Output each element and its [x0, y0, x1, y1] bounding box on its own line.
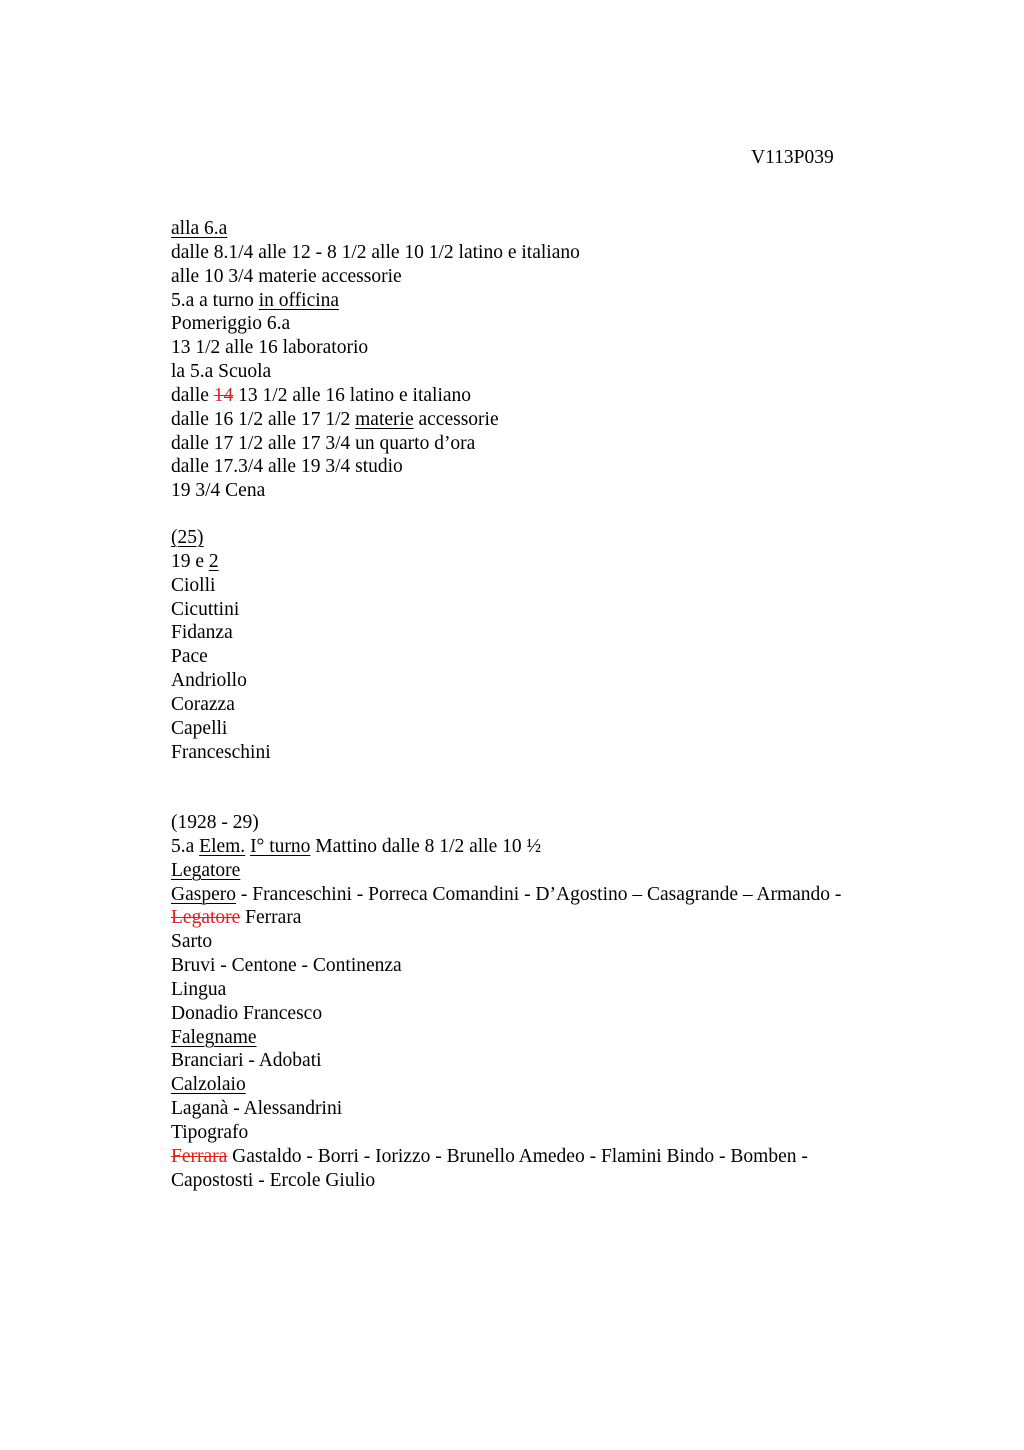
line — [171, 906, 971, 930]
line — [171, 1073, 971, 1097]
text: Gastaldo - Borri - Iorizzo - Brunello Amedeo - Flamini Bindo - Bomben - — [227, 1145, 808, 1167]
name-item: Cicuttini — [171, 598, 240, 620]
line — [171, 859, 971, 883]
line: Bruvi - Centone - Continenza — [171, 955, 402, 977]
name-item: Fidanza — [171, 622, 233, 644]
deleted-text: 14 — [213, 384, 234, 406]
name-item: Franceschini — [171, 741, 271, 763]
line: dalle 17.3/4 alle 19 3/4 studio — [171, 456, 403, 478]
text: 19 e — [171, 550, 209, 572]
line: 19 3/4 Cena — [171, 480, 266, 502]
underlined-text: 2 — [208, 550, 219, 572]
underlined-text: Elem. — [199, 835, 246, 857]
underlined-text: materie — [355, 408, 414, 430]
underlined-text: (25) — [171, 527, 204, 548]
line: la 5.a Scuola — [171, 361, 272, 383]
workshop-block — [171, 811, 971, 1193]
underlined-text: Gaspero — [171, 883, 236, 905]
line — [171, 217, 971, 241]
line — [171, 1145, 971, 1169]
line — [171, 289, 971, 313]
line: Capostosti - Ercole Giulio — [171, 1169, 376, 1191]
line — [171, 835, 971, 859]
deleted-text: Legatore — [171, 907, 241, 929]
text: dalle 16 1/2 alle 17 1/2 — [171, 408, 356, 430]
line: Pomeriggio 6.a — [171, 313, 291, 335]
line — [171, 384, 971, 408]
line: dalle 8.1/4 alle 12 - 8 1/2 alle 10 1/2 latino e italiano — [171, 241, 580, 263]
line: Donadio Francesco — [171, 1002, 323, 1024]
line — [171, 883, 971, 907]
section-heading: Sarto — [171, 931, 213, 953]
text: 5.a a turno — [171, 289, 259, 311]
text: 5.a — [171, 835, 200, 857]
underlined-text: in officina — [258, 289, 340, 311]
underlined-text: I° turno — [250, 835, 311, 857]
line — [171, 408, 971, 432]
line: Laganà - Alessandrini — [171, 1098, 343, 1120]
heading-underlined: alla 6.a — [171, 218, 228, 239]
section-heading: Lingua — [171, 978, 227, 1000]
text: 13 1/2 alle 16 latino e italiano — [233, 384, 472, 406]
section-heading: Falegname — [171, 1026, 257, 1048]
schedule-block — [171, 217, 971, 503]
line: 13 1/2 alle 16 laboratorio — [171, 337, 369, 359]
line: (1928 - 29) — [171, 812, 259, 833]
line: Branciari - Adobati — [171, 1050, 322, 1072]
name-item: Pace — [171, 646, 208, 668]
line: dalle 17 1/2 alle 17 3/4 un quarto d’ora — [171, 432, 476, 454]
page-identifier: V113P039 — [751, 147, 834, 168]
text: Ferrara — [240, 907, 302, 929]
name-item: Capelli — [171, 717, 228, 739]
name-item: Ciolli — [171, 574, 216, 596]
line: alle 10 3/4 materie accessorie — [171, 265, 402, 287]
text: accessorie — [413, 408, 499, 430]
line — [171, 550, 971, 574]
section-heading: Tipografo — [171, 1121, 249, 1143]
deleted-text: Ferrara — [171, 1145, 228, 1167]
section-heading: Calzolaio — [171, 1074, 246, 1096]
section-heading: Legatore — [171, 859, 241, 881]
name-item: Andriollo — [171, 670, 247, 692]
line — [171, 1026, 971, 1050]
line — [171, 526, 971, 550]
name-item: Corazza — [171, 693, 235, 715]
text: dalle — [171, 384, 214, 406]
text: Mattino dalle 8 1/2 alle 10 ½ — [310, 835, 542, 857]
names-block — [171, 526, 971, 764]
text: - Franceschini - Porreca Comandini - D’Agostino – Casagrande – Armando - — [235, 883, 842, 905]
